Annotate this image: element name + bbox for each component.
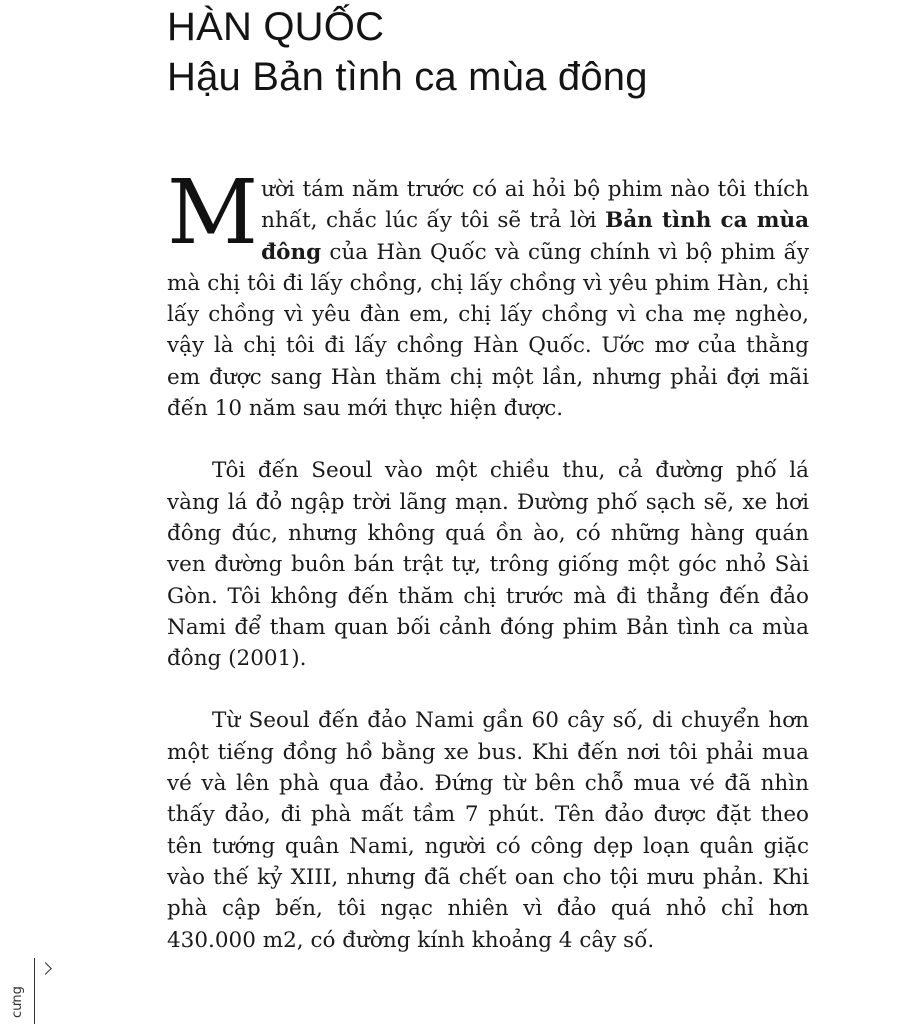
article-body <box>167 160 810 956</box>
paragraph-seoul: Tôi đến Seoul vào một chiều thu, cả đường phố lá vàng lá đỏ ngập trời lãng mạn. Đường phố sạch sẽ, xe hơi đông đúc, nhưng không quá ồn ào, có những hàng quán ven đường buôn bán trật tự, trông giống một góc nhỏ Sài Gòn. Tôi không đến thăm chị trước mà đi thẳng đến đảo Nami để tham quan bối cảnh đóng phim Bản tình ca mùa đông (2001). <box>167 458 809 672</box>
film-title-bold: Bản tình ca mùa đông <box>261 208 810 265</box>
title-line-subtitle: Hậu Bản tình ca mùa đông <box>167 55 648 99</box>
side-tab-label: cưng <box>10 986 25 1018</box>
paragraph-intro <box>167 160 810 424</box>
paragraph-nami: Từ Seoul đến đảo Nami gần 60 cây số, di chuyển hơn một tiếng đồng hồ bằng xe bus. Khi đến nơi tôi phải mua vé và lên phà qua đảo. Đứng từ bên chỗ mua vé đã nhìn thấy đảo, đi phà mất tầm 7 phút. Tên đảo được đặt theo tên tướng quân Nami, người có công dẹp loạn quân giặc vào thế kỷ XIII, nhưng đã chết oan cho tội mưu phản. Khi phà cập bến, tôi ngạc nhiên vì đảo quá nhỏ chỉ hơn 430.000 m2, có đường kính khoảng 4 cây số. <box>167 708 809 953</box>
page-title <box>167 2 648 102</box>
drop-cap: M <box>167 160 259 264</box>
title-line-country: HÀN QUỐC <box>167 5 385 49</box>
paragraph-intro-lead: ười tám năm trước có ai hỏi bộ phim nào tôi thích nhất, chắc lúc ấy tôi sẽ trả lời <box>261 177 809 234</box>
paragraph-intro-tail: của Hàn Quốc và cũng chính vì bộ phim ấy mà chị tôi đi lấy chồng, chị lấy chồng vì yêu phim Hàn, chị lấy chồng vì yêu đàn em, chị lấy chồng vì cha mẹ nghèo, vậy là chị tôi đi lấy chồng Hàn Quốc. Ước mơ của thằng em được sang Hàn thăm chị một lần, nhưng phải đợi mãi đến 10 năm sau mới thực hiện được. <box>167 239 809 422</box>
